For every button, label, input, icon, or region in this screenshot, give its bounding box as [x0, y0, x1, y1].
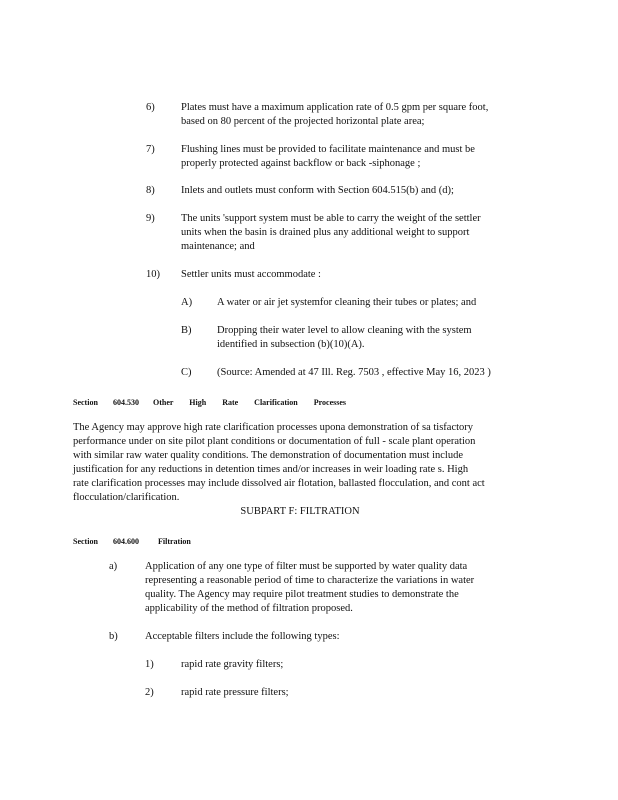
item-number: 10): [146, 269, 160, 280]
list-item: [181, 212, 481, 254]
subpart-heading: SUBPART F: FILTRATION: [240, 506, 360, 517]
body-line: rate clarification processes may include dissolved air flotation, ballasted flocculation, and cont act: [73, 478, 485, 489]
section-label: Section: [73, 537, 98, 546]
subitem-text-line: A water or air jet systemfor cleaning their tubes or plates; and: [217, 297, 477, 308]
item-text-line: properly protected against backflow or back -siphonage ;: [181, 158, 421, 169]
item-number: 7): [146, 144, 155, 155]
section-heading: [73, 396, 346, 410]
subitem-letter: A): [181, 297, 193, 308]
subitem-letter: C): [181, 367, 192, 378]
body-line: justification for any reductions in detention times and/or increases in weir loading rate s. High: [73, 464, 469, 475]
item-text-line: Acceptable filters include the following types:: [145, 631, 340, 642]
subitem: [217, 324, 472, 352]
item-letter: a): [109, 561, 118, 572]
section-body: [73, 421, 543, 505]
item-number: 8): [146, 185, 155, 196]
subitem-text-line: identified in subsection (b)(10)(A).: [217, 339, 365, 350]
body-line: performance under on site pilot plant conditions or documentation of full - scale plant operation: [73, 436, 476, 447]
section-number: 604.530: [113, 398, 139, 407]
item-text-line: based on 80 percent of the projected horizontal plate area;: [181, 116, 425, 127]
item-text-line: units when the basin is drained plus any additional weight to support: [181, 227, 470, 238]
item-text-line: Application of any one type of filter must be supported by water quality data: [145, 561, 468, 572]
body-line: flocculation/clarification.: [73, 492, 180, 503]
item-number: 2): [145, 687, 154, 698]
section-heading: [73, 535, 191, 549]
source-text-line: (Source: Amended at 47 Ill. Reg. 7503 , effective May 16, 2023 ): [217, 367, 491, 378]
list-item: [145, 560, 474, 616]
item-number: 9): [146, 213, 155, 224]
item-letter: b): [109, 631, 118, 642]
item-number: 1): [145, 659, 154, 670]
list-item: [181, 101, 488, 129]
section-title: Other High Rate Clarification Processes: [153, 398, 347, 407]
item-text-line: Settler units must accommodate :: [181, 269, 321, 280]
item-text-line: quality. The Agency may require pilot treatment studies to demonstrate the: [145, 589, 459, 600]
filter-type: rapid rate gravity filters;: [181, 659, 284, 670]
item-text-line: applicability of the method of filtration proposed.: [145, 603, 353, 614]
section-title: Filtration: [158, 537, 191, 546]
list-item: [145, 630, 339, 644]
item-number: 6): [146, 102, 155, 113]
list-item: [181, 143, 475, 171]
item-text-line: maintenance; and: [181, 241, 255, 252]
body-line: with similar raw water quality conditions. The demonstration of documentation must include: [73, 450, 463, 461]
body-line: The Agency may approve high rate clarification processes upona demonstration of sa tisfactory: [73, 422, 474, 433]
list-item: [181, 184, 454, 198]
item-text-line: Flushing lines must be provided to facilitate maintenance and must be: [181, 144, 475, 155]
list-item: [181, 268, 321, 282]
item-text-line: The units 'support system must be able to carry the weight of the settler: [181, 213, 481, 224]
item-text-line: Inlets and outlets must conform with Section 604.515(b) and (d);: [181, 185, 454, 196]
filter-type: rapid rate pressure filters;: [181, 687, 289, 698]
section-label: Section: [73, 398, 98, 407]
subitem-text-line: Dropping their water level to allow cleaning with the system: [217, 325, 472, 336]
source-note: [217, 366, 491, 380]
item-text-line: Plates must have a maximum application rate of 0.5 gpm per square foot,: [181, 102, 489, 113]
section-number: 604.600: [113, 537, 139, 546]
subitem: [217, 296, 476, 310]
item-text-line: representing a reasonable period of time to characterize the variations in water: [145, 575, 475, 586]
subitem-letter: B): [181, 325, 192, 336]
